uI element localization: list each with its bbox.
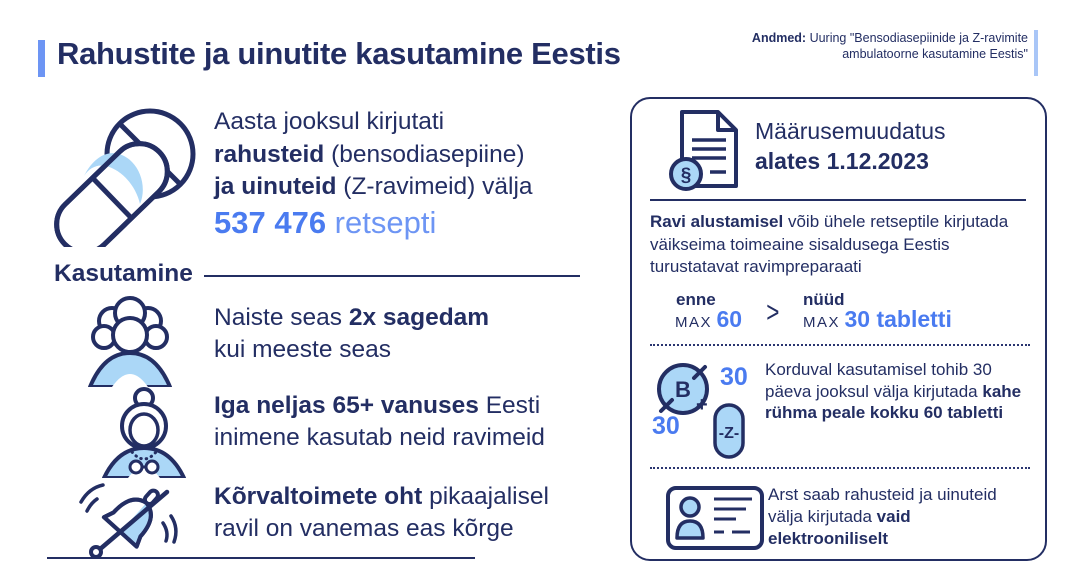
source-line-2: ambulatoorne kasutamine Eestis" [842,46,1028,61]
fact-elderly: Iga neljas 65+ vanuses Eesti inimene kasutab neid ravimeid [214,392,545,451]
z-tablet-count: 30 [652,412,680,440]
intro-line-1: Aasta jooksul kirjutati [214,108,445,135]
usage-section-title: Kasutamine [54,260,193,287]
benzo-tablet-count: 30 [720,363,748,391]
elderly-woman-icon [92,386,196,478]
intro-line-3: ja uinuteid (Z-ravimeid) välja [214,173,533,200]
after-value-row: MAX 30 tabletti [803,306,952,332]
prescriptions-statement [214,106,533,242]
paragraph-symbol: § [680,165,692,186]
before-label: enne [676,290,716,309]
page-title: Rahustite ja uinutite kasutamine Eestis [57,36,621,71]
after-label: nüüd [803,290,845,309]
id-card-icon [666,486,764,550]
intro-line-2: rahusteid (bensodiasepiine) [214,140,525,168]
pill-z-letter: -Z- [718,425,740,442]
pill-b-letter: B [675,377,691,402]
panel-dotted-divider-2 [650,467,1030,469]
woman-icon [76,291,184,387]
fact-side-effects: Kõrvaltoimete oht pikaajalisel ravil on vanemas eas kõrge [214,483,549,542]
source-label: Andmed: [751,31,807,45]
prescriptions-count: 537 476 retsepti [214,204,437,240]
fact-women: Naiste seas 2x sagedam kui meeste seas [214,304,490,363]
prescriptions-number: 537 476 [214,204,327,240]
chevron-right-icon: > [766,296,780,329]
panel-title-divider [650,199,1026,201]
rule-initial-treatment: Ravi alustamisel võib ühele retseptile kirjutada väikseima toimeaine sisaldusega Eestis turustatavat ravimpreparaati [650,212,1009,276]
rule-electronic-only: Arst saab rahusteid ja uinuteid välja kirjutada vaid elektrooniliselt [768,485,997,548]
panel-dotted-divider-1 [650,344,1030,346]
before-value-row: MAX 60 [675,306,743,332]
panel-title: Määrusemuudatus alates 1.12.2023 [755,118,946,174]
z-drug-pill-icon [712,402,746,460]
rule-repeat-use: Korduval kasutamisel tohib 30 päeva jooksul välja kirjutada kahe rühma peale kokku 60 tabletti [765,360,1022,422]
plus-sign: + [696,394,708,416]
regulation-document-icon [666,106,750,198]
usage-section-divider [204,275,580,277]
left-column-bottom-divider [47,557,475,559]
source-line-1: Andmed: Uuring "Bensodiasepiinide ja Z-ravimite [751,31,1028,45]
pills-icon [50,102,205,247]
title-accent-bar [38,40,45,77]
muted-bell-icon [73,480,185,558]
source-accent-bar [1034,30,1038,76]
data-source-note [700,31,1028,62]
